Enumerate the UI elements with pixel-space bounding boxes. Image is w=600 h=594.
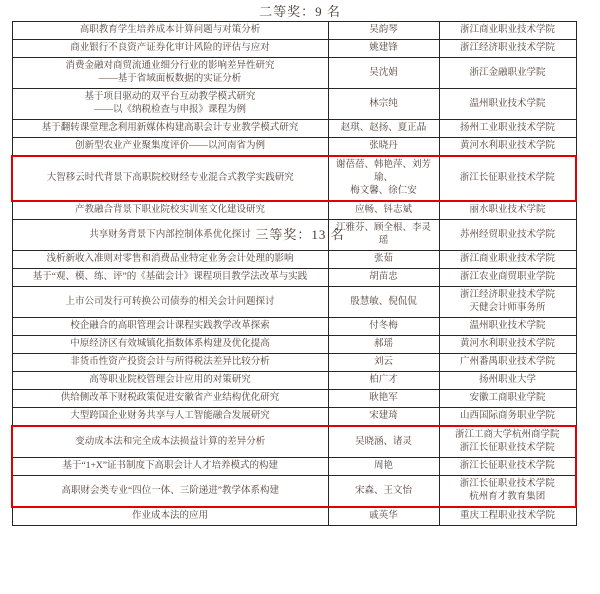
table-row <box>12 390 576 408</box>
project-title-cell: 供给侧改革下财税政策促进安徽省产业结构优化研究 <box>12 390 328 408</box>
table-row <box>12 372 576 390</box>
table-row <box>12 251 576 269</box>
second-prize-heading: 二等奖：9 名 <box>259 4 341 19</box>
authors-cell: 刘云 <box>328 354 439 372</box>
project-title-cell: 高职财会类专业“四位一体、三阶递进”教学体系构建 <box>12 476 328 508</box>
third-prize-table <box>11 250 577 526</box>
project-title-cell: 中原经济区有效城镇化指数体系构建及优化提高 <box>12 336 328 354</box>
college-cell: 扬州职业大学 <box>439 372 576 390</box>
table-row <box>12 120 576 138</box>
project-title-cell: 高职教育学生培养成本计算问题与对策分析 <box>12 22 328 40</box>
table-row <box>12 89 576 120</box>
authors-cell: 耿艳军 <box>328 390 439 408</box>
table-row <box>12 22 576 40</box>
project-title-cell: 非货币性资产投资会计与所得税法差异比较分析 <box>12 354 328 372</box>
table-row <box>12 354 576 372</box>
authors-cell: 张晓丹 <box>328 138 439 157</box>
project-title-cell: 产教融合背景下职业院校实训室文化建设研究 <box>12 201 328 220</box>
college-cell: 浙江经济职业技术学院 天健会计师事务所 <box>439 287 576 318</box>
project-title-cell: 商业银行不良资产证券化审计风险的评估与应对 <box>12 40 328 58</box>
project-title-cell: 创新型农业产业聚集度评价——以河南省为例 <box>12 138 328 157</box>
table-row <box>12 408 576 427</box>
project-title-cell: 基于项目驱动的双平台互动教学模式研究 ——以《纳税检查与申报》课程为例 <box>12 89 328 120</box>
table-row <box>12 426 576 458</box>
table-row <box>12 58 576 89</box>
project-title-cell: 消费金融对商贸流通业细分行业的影响差异性研究 ——基于省域面板数据的实证分析 <box>12 58 328 89</box>
college-cell: 浙江工商大学杭州商学院 浙江长征职业技术学院 <box>439 426 576 458</box>
authors-cell: 郝瑶 <box>328 336 439 354</box>
second-prize-table <box>11 21 577 251</box>
authors-cell: 周艳 <box>328 458 439 476</box>
authors-cell: 柏广才 <box>328 372 439 390</box>
authors-cell: 谢蓓蓓、韩艳萍、刘芳瑜、 梅文馨、徐仁安 <box>328 156 439 201</box>
authors-cell: 林宗纯 <box>328 89 439 120</box>
table-row <box>12 40 576 58</box>
college-cell: 广州番禺职业技术学院 <box>439 354 576 372</box>
authors-cell: 吴沈娟 <box>328 58 439 89</box>
authors-cell: 戚英华 <box>328 507 439 526</box>
table-row <box>12 336 576 354</box>
project-title-cell: 浅析新收入准则对零售和消费品业特定业务会计处理的影响 <box>12 251 328 269</box>
table-row <box>12 269 576 287</box>
project-title-cell: 基于“观、模、练、评”的《基础会计》课程项目教学法改革与实践 <box>12 269 328 287</box>
college-cell: 扬州工业职业技术学院 <box>439 120 576 138</box>
college-cell: 浙江金融职业学院 <box>439 58 576 89</box>
college-cell: 浙江长征职业技术学院 杭州育才教育集团 <box>439 476 576 508</box>
project-title-cell: 变动成本法和完全成本法损益计算的差异分析 <box>12 426 328 458</box>
college-cell: 温州职业技术学院 <box>439 89 576 120</box>
college-cell: 丽水职业技术学院 <box>439 201 576 220</box>
project-title-cell: 校企融合的高职管理会计课程实践教学改革探索 <box>12 318 328 336</box>
college-cell: 浙江商业职业技术学院 <box>439 22 576 40</box>
authors-cell: 胡苗忠 <box>328 269 439 287</box>
authors-cell: 吴韵琴 <box>328 22 439 40</box>
authors-cell: 吴晓涵、诸灵 <box>328 426 439 458</box>
project-title-cell: 大智移云时代背景下高职院校财经专业混合式教学实践研究 <box>12 156 328 201</box>
authors-cell: 应畅、钭志斌 <box>328 201 439 220</box>
table-row <box>12 287 576 318</box>
project-title-cell: 作业成本法的应用 <box>12 507 328 526</box>
college-cell: 浙江长征职业技术学院 <box>439 458 576 476</box>
table-row <box>12 476 576 508</box>
college-cell: 黄河水利职业技术学院 <box>439 138 576 157</box>
college-cell: 重庆工程职业技术学院 <box>439 507 576 526</box>
college-cell: 安徽工商职业学院 <box>439 390 576 408</box>
college-cell: 浙江商业职业技术学院 <box>439 251 576 269</box>
college-cell: 山西国际商务职业学院 <box>439 408 576 427</box>
college-cell: 浙江农业商贸职业学院 <box>439 269 576 287</box>
authors-cell: 赵琪、赵扬、夏正晶 <box>328 120 439 138</box>
table-row <box>12 507 576 526</box>
project-title-cell: 基于翻转课堂理念利用新媒体构建高职会计专业教学模式研究 <box>12 120 328 138</box>
college-cell: 苏州经贸职业技术学院 <box>439 220 576 251</box>
project-title-cell: 上市公司发行可转换公司债券的相关会计问题探讨 <box>12 287 328 318</box>
college-cell: 温州职业技术学院 <box>439 318 576 336</box>
authors-cell: 江雅芬、顾全根、李灵瑶 <box>328 220 439 251</box>
authors-cell: 宋森、王文怡 <box>328 476 439 508</box>
project-title-cell: 基于“1+X”证书制度下高职会计人才培养模式的构建 <box>12 458 328 476</box>
project-title-cell: 大型跨国企业财务共享与人工智能融合发展研究 <box>12 408 328 427</box>
table-row <box>12 458 576 476</box>
college-cell: 黄河水利职业技术学院 <box>439 336 576 354</box>
college-cell: 浙江经济职业技术学院 <box>439 40 576 58</box>
authors-cell: 张茹 <box>328 251 439 269</box>
table-row <box>12 201 576 220</box>
authors-cell: 姚建锋 <box>328 40 439 58</box>
authors-cell: 殷慧敏、倪侃侃 <box>328 287 439 318</box>
authors-cell: 付冬梅 <box>328 318 439 336</box>
third-prize-heading: 三等奖：13 名 <box>255 227 345 242</box>
project-title-cell: 共享财务背景下内部控制体系优化探讨 <box>12 220 328 251</box>
table-row <box>12 156 576 201</box>
authors-cell: 宋建琦 <box>328 408 439 427</box>
table-row <box>12 318 576 336</box>
project-title-cell: 高等职业院校管理会计应用的对策研究 <box>12 372 328 390</box>
table-row <box>12 138 576 157</box>
college-cell: 浙江长征职业技术学院 <box>439 156 576 201</box>
